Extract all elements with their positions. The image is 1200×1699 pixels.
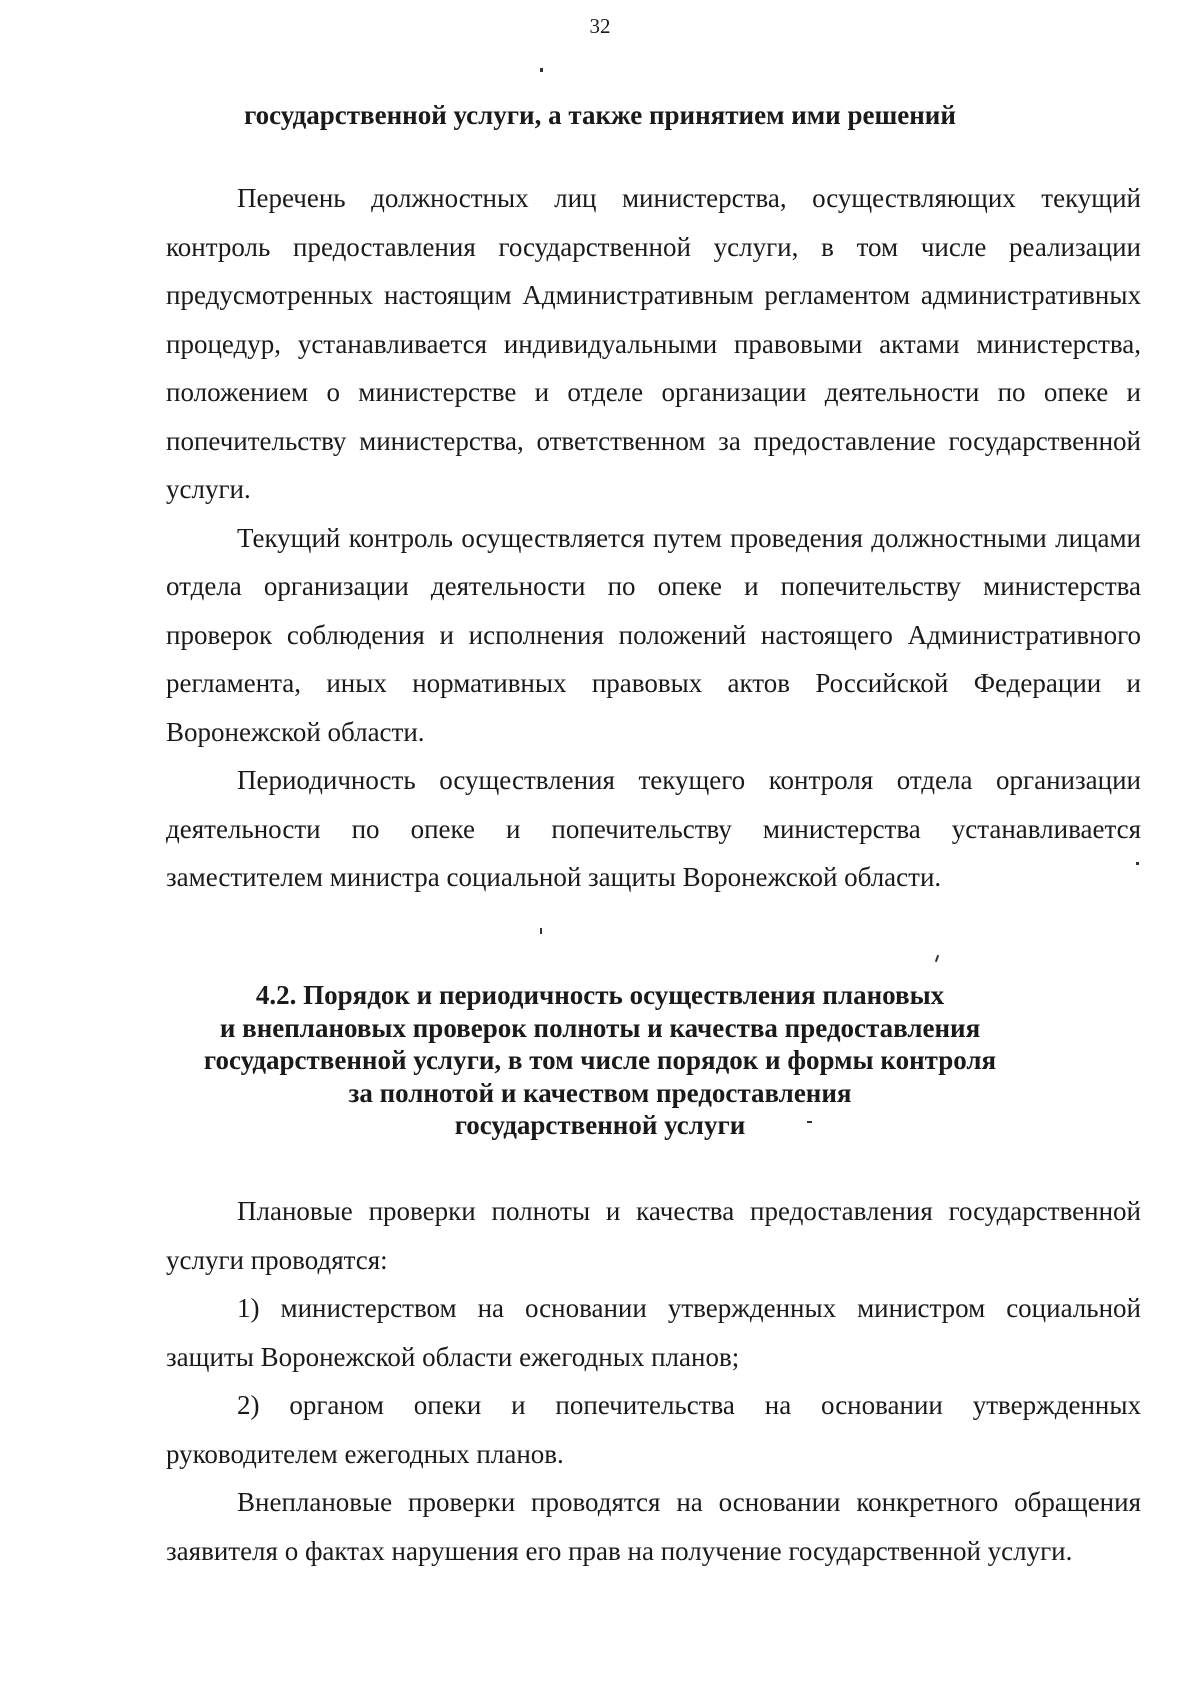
- paragraph: 1) министерством на основании утвержденных министром социальной защиты Воронежской области ежегодных планов;: [166, 1293, 1141, 1372]
- section-heading-line: 4.2. Порядок и периодичность осуществления плановых: [255, 980, 945, 1010]
- page-number: 32: [589, 14, 611, 38]
- paragraph: Текущий контроль осуществляется путем проведения должностными лицами отдела организации деятельности по опеке и попечительству министерства проверок соблюдения и исполнения положений настоящего Административного регламента, иных нормативных правовых актов Российской Федерации и Воронежской области.: [166, 522, 1141, 747]
- paragraph: Периодичность осуществления текущего контроля отдела организации деятельности по опеке и попечительству министерства устанавливается заместителем министра социальной защиты Воронежской области.: [166, 765, 1141, 892]
- section-heading-line: государственной услуги: [454, 1110, 746, 1140]
- paragraph: Плановые проверки полноты и качества предоставления государственной услуги проводятся:: [166, 1196, 1141, 1275]
- section-heading-line: государственной услуги, в том числе порядок и формы контроля: [203, 1045, 997, 1075]
- paragraph: 2) органом опеки и попечительства на основании утвержденных руководителем ежегодных планов.: [166, 1390, 1141, 1469]
- paragraph: Внеплановые проверки проводятся на основании конкретного обращения заявителя о фактах нарушения его прав на получение государственной услуги.: [166, 1487, 1141, 1566]
- section-heading-line: и внеплановых проверок полноты и качества предоставления: [219, 1012, 981, 1043]
- scan-speck: [1136, 862, 1139, 865]
- continued-heading: государственной услуги, а также принятием ими решений: [244, 100, 956, 130]
- scan-speck: [540, 68, 543, 72]
- section-heading-line: за полнотой и качеством предоставления: [348, 1077, 852, 1108]
- scan-speck: [807, 1121, 812, 1123]
- body-text-block-2: [166, 1187, 1141, 1575]
- scan-speck: [540, 928, 542, 934]
- body-text-block-1: [166, 174, 1141, 902]
- scan-speck: [935, 955, 939, 962]
- paragraph: Перечень должностных лиц министерства, осуществляющих текущий контроль предоставления государственной услуги, в том числе реализации предусмотренных настоящим Административным регламентом административных процедур, устанавливается индивидуальными правовыми актами министерства, положением о министерстве и отделе организации деятельности по опеке и попечительству министерства, ответственном за предоставление государственной услуги.: [166, 183, 1141, 504]
- section-heading: [0, 979, 1200, 1142]
